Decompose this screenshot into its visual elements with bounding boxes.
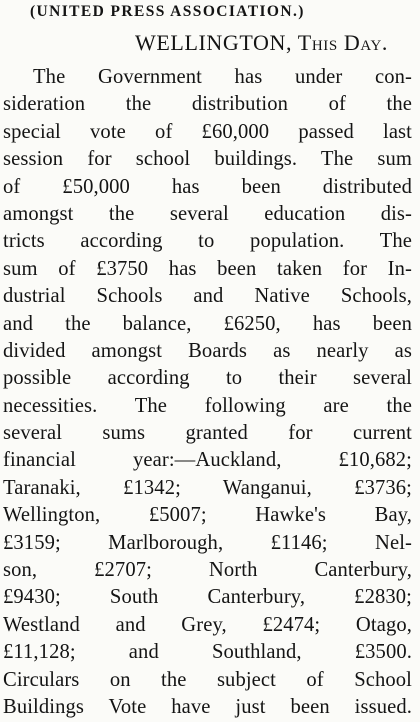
- text-line: of £50,000 has been distributed: [3, 175, 412, 198]
- text-line: financial year:—Auckland, £10,682;: [3, 449, 412, 472]
- text-line: dustrial Schools and Native Schools,: [3, 285, 412, 308]
- text-line: sideration the distribution of the: [3, 93, 412, 116]
- text-line: tricts according to population. The: [3, 230, 412, 253]
- text-line: Westland and Grey, £2474; Otago,: [3, 613, 412, 636]
- text-line: Buildings Vote have just been issued.: [3, 695, 412, 718]
- text-line: necessities. The following are the: [3, 394, 412, 417]
- text-line: possible according to their several: [3, 367, 412, 390]
- text-line: £11,128; and Southland, £3500.: [3, 641, 412, 664]
- text-line: sum of £3750 has been taken for In-: [3, 257, 412, 280]
- press-credit: (UNITED PRESS ASSOCIATION.): [30, 3, 305, 20]
- text-line: The Government has under con-: [33, 66, 412, 88]
- text-line: amongst the several education dis-: [3, 202, 412, 225]
- text-line: session for school buildings. The sum: [3, 148, 412, 171]
- text-line: divided amongst Boards as nearly as: [3, 339, 412, 362]
- text-line: Taranaki, £1342; Wanganui, £3736;: [3, 476, 412, 499]
- dateline: WELLINGTON, This Day.: [135, 30, 388, 55]
- text-line: and the balance, £6250, has been: [3, 312, 412, 335]
- text-line: son, £2707; North Canterbury,: [3, 559, 412, 582]
- text-line: several sums granted for current: [3, 422, 412, 445]
- text-line: £9430; South Canterbury, £2830;: [3, 586, 412, 609]
- text-line: Wellington, £5007; Hawke's Bay,: [3, 504, 412, 527]
- text-line: special vote of £60,000 passed last: [3, 120, 412, 143]
- text-line: Circulars on the subject of School: [3, 668, 412, 691]
- text-line: £3159; Marlborough, £1146; Nel-: [3, 531, 412, 554]
- article-body: [3, 64, 412, 721]
